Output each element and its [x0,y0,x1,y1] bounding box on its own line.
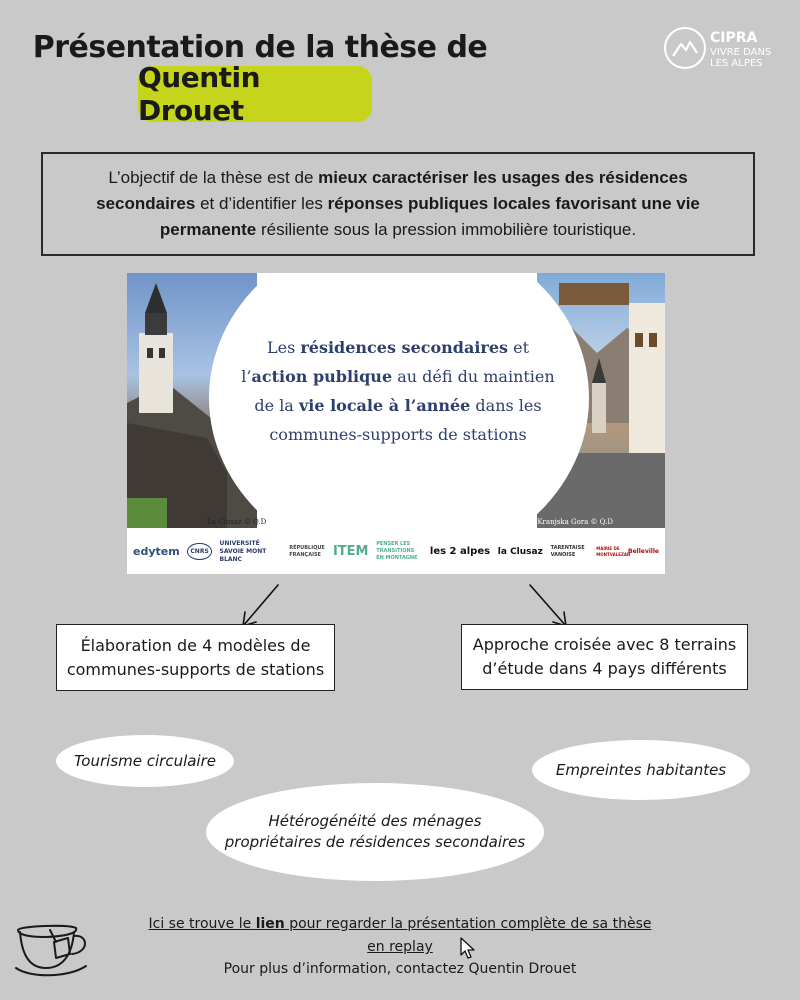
partner-logo: TARENTAISE VANOISE [550,544,585,558]
cursor-icon [458,936,478,960]
replay-link-text[interactable]: Ici se trouve le [148,916,256,932]
objective-bold: mieux caractériser les usages des résidences secondaires [96,168,688,213]
slide-text: et l’ [241,338,530,386]
models-box: Élaboration de 4 modèles de communes-supports de stations [56,624,335,691]
author-name-badge: Quentin Drouet [138,66,372,122]
partner-logo: MAIRIE DE MONTVALEZAN [596,545,631,557]
replay-link[interactable]: lien [255,916,285,932]
slide-text: dans les communes-supports de stations [269,396,542,444]
replay-link-text[interactable]: pour regarder la présentation complète de sa thèse [284,916,652,932]
partner-logo: CNRS [187,543,211,560]
partner-logo: RÉPUBLIQUE FRANÇAISE [289,544,325,558]
arrow-left-icon [243,585,278,626]
objective-bold: réponses publiques locales favorisant une vie permanente [159,194,700,239]
logo-tagline: VIVRE DANS LES ALPES [710,47,772,69]
page-title: Présentation de la thèse de [32,30,488,65]
partner-logo: UNIVERSITÉ SAVOIE MONT BLANC [219,539,267,563]
bubble-heterogeneite: Hétérogénéité des ménages propriétaires de résidences secondaires [206,783,544,881]
slide-text: au défi du maintien de la [254,367,555,415]
slide-bold: résidences secondaires [300,338,509,357]
partner-logo: Belleville [628,548,659,555]
partner-logo: ITEM [332,544,369,559]
bubble-empreintes-habitantes: Empreintes habitantes [532,740,750,800]
logo-name: CIPRA [710,30,758,46]
arrow-right-icon [530,585,566,626]
contact-line: Pour plus d’information, contactez Quentin Drouet [223,961,577,977]
objective-text: résiliente sous la pression immobilière touristique. [256,220,637,239]
slide-bold: vie locale à l’année [298,396,471,415]
slide-bold: action publique [251,367,393,386]
replay-link-text[interactable]: en replay [367,939,433,955]
slide-text: Les [266,338,301,357]
fieldwork-box: Approche croisée avec 8 terrains d’étude dans 4 pays différents [461,624,748,690]
photo-caption-right: Kranjska Gora © Q.D [537,518,613,526]
partner-logo: les 2 alpes [429,546,491,557]
partner-logo: edytem [133,545,180,558]
partner-logo: la Clusaz [497,546,543,557]
objective-text: et d’identifier les [195,194,328,213]
replay-link-line-2[interactable] [0,937,800,958]
partner-logo: PENSER LES TRANSITIONS EN MONTAGNE [376,541,418,561]
objective-text: L’objectif de la thèse est de [108,168,319,187]
bubble-tourisme-circulaire: Tourisme circulaire [56,735,234,787]
photo-caption-left: La Clusaz © Q.D [207,518,267,526]
replay-link-line[interactable] [0,914,800,935]
